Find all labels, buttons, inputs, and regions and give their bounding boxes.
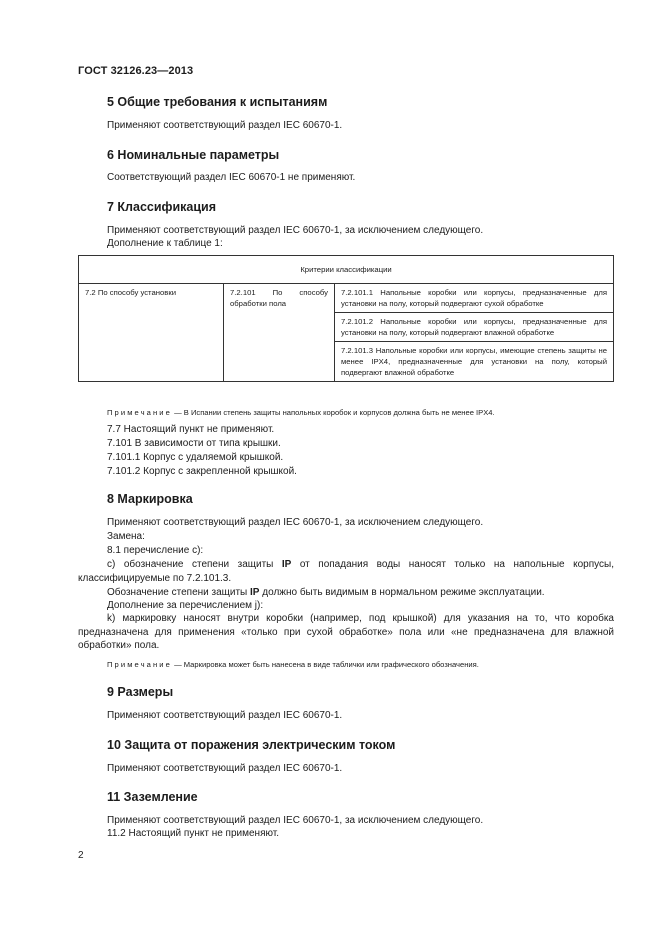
item-c-text: с) обозначение степени защиты: [107, 559, 282, 570]
section-9-text: Применяют соответствующий раздел IEC 60670-1.: [107, 710, 343, 721]
section-11-text: Применяют соответствующий раздел IEC 60670-1, за исключением следующего.: [107, 815, 484, 826]
section-9-title: 9 Размеры: [107, 685, 174, 699]
section-7-note: [107, 408, 495, 417]
section-7-title: 7 Классификация: [107, 200, 217, 214]
clause-11-2: 11.2 Настоящий пункт не применяют.: [107, 828, 280, 839]
section-6-title: 6 Номинальные параметры: [107, 148, 280, 162]
clause-7-7: 7.7 Настоящий пункт не применяют.: [107, 424, 275, 435]
visibility-text: Обозначение степени защиты: [107, 587, 251, 598]
section-8-text: Применяют соответствующий раздел IEC 60670-1, за исключением следующего.: [107, 517, 484, 528]
section-8-item-c: [78, 558, 614, 585]
page-number: 2: [78, 850, 84, 861]
table-header: Критерии классификации: [79, 256, 614, 284]
table-row: 7.2.101.3 Напольные коробки или корпусы, имеющие степень защиты не менее IPX4, предназначенные для установки на полу, который подвергают влажной обработке: [335, 342, 614, 382]
table-row: 7.2.101.1 Напольные коробки или корпусы, предназначенные для установки на полу, который подвергают сухой обработке: [335, 284, 614, 313]
classification-table: [78, 255, 614, 382]
table-cell-floor-treatment: 7.2.101 По способу обработки пола: [224, 284, 335, 382]
clause-7-101-2: 7.101.2 Корпус с закрепленной крышкой.: [107, 466, 297, 477]
section-8-addition: Дополнение за перечислением j):: [107, 600, 264, 611]
section-7-table-intro: Дополнение к таблице 1:: [107, 238, 223, 249]
section-7-text: Применяют соответствующий раздел IEC 60670-1, за исключением следующего.: [107, 225, 484, 236]
table-cell-installation: 7.2 По способу установки: [79, 284, 224, 382]
section-8-title: 8 Маркировка: [107, 492, 193, 506]
ip-code: IP: [281, 559, 292, 570]
section-8-visibility: [107, 587, 545, 599]
section-5-text: Применяют соответствующий раздел IEC 60670-1.: [107, 120, 343, 131]
item-c-text-rest: от попадания воды наносят только на напольные корпусы, классифицируемые по 7.2.101.3.: [78, 559, 614, 584]
clause-7-101-1: 7.101.1 Корпус с удаляемой крышкой.: [107, 452, 284, 463]
section-5-title: 5 Общие требования к испытаниям: [107, 95, 328, 109]
note-label: Примечание: [107, 660, 172, 669]
ip-code: IP: [250, 587, 260, 598]
section-10-text: Применяют соответствующий раздел IEC 60670-1.: [107, 763, 343, 774]
section-8-note: [107, 660, 479, 669]
section-8-replacement: Замена:: [107, 531, 145, 542]
clause-7-101: 7.101 В зависимости от типа крышки.: [107, 438, 281, 449]
note-text: — Маркировка может быть нанесена в виде таблички или графического обозначения.: [171, 660, 479, 669]
section-8-item-c-intro: 8.1 перечисление с):: [107, 545, 204, 556]
section-10-title: 10 Защита от поражения электрическим током: [107, 738, 396, 752]
table-row: 7.2.101.2 Напольные коробки или корпусы, предназначенные для установки на полу, который подвергают влажной обработке: [335, 313, 614, 342]
note-text: — В Испании степень защиты напольных коробок и корпусов должна быть не менее IPX4.: [171, 408, 495, 417]
document-id-header: ГОСТ 32126.23—2013: [78, 65, 194, 77]
section-11-title: 11 Заземление: [107, 790, 198, 804]
section-8-item-k: k) маркировку наносят внутри коробки (например, под крышкой) для указания на то, что коробка предназначена для применения «только при сухой обработке» пола или «не предназначена для влажной обработки» пола.: [78, 613, 614, 651]
visibility-text-rest: должно быть видимым в нормальном режиме эксплуатации.: [259, 587, 545, 598]
section-6-text: Соответствующий раздел IEC 60670-1 не применяют.: [107, 172, 356, 183]
note-label: Примечание: [107, 408, 172, 417]
